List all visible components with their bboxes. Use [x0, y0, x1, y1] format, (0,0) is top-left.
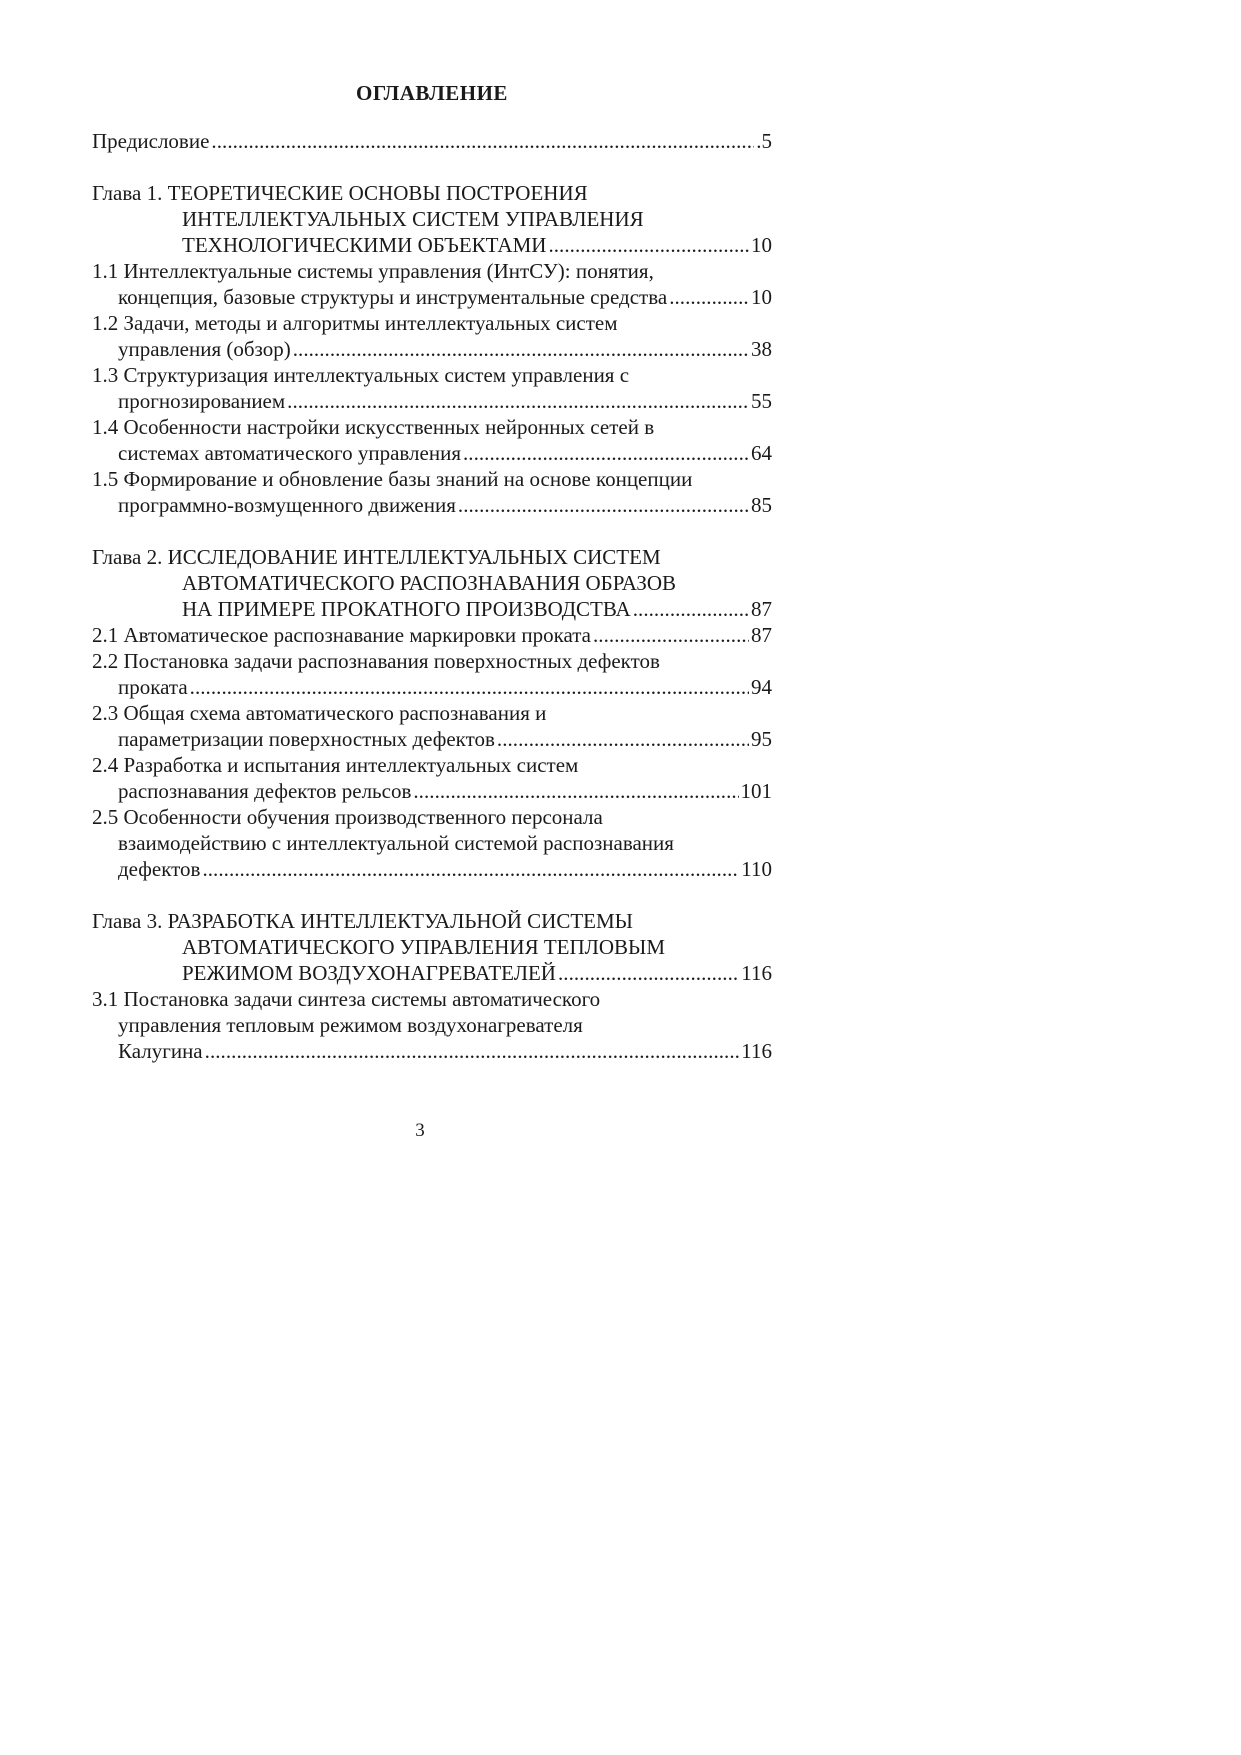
toc-entry-label: прогнозированием	[118, 389, 286, 413]
chapter-heading-line: Глава 1. ТЕОРЕТИЧЕСКИЕ ОСНОВЫ ПОСТРОЕНИЯ	[92, 181, 588, 205]
leader-dots	[548, 232, 749, 258]
toc-entry-label: ТЕХНОЛОГИЧЕСКИМИ ОБЪЕКТАМИ	[182, 233, 547, 257]
chapter-heading-line	[92, 596, 772, 622]
toc-entry-page: 116	[741, 1039, 772, 1063]
toc-item	[92, 258, 772, 310]
chapter-heading-line: Глава 3. РАЗРАБОТКА ИНТЕЛЛЕКТУАЛЬНОЙ СИСТЕМЫ	[92, 909, 633, 933]
page-number: 3	[415, 1120, 425, 1141]
toc-item-line: 2.4 Разработка и испытания интеллектуальных систем	[92, 753, 579, 777]
table-of-contents	[92, 80, 772, 1090]
toc-entry-page: 95	[751, 727, 772, 751]
toc-item-line	[92, 726, 772, 752]
leader-dots	[463, 440, 749, 466]
leader-dots	[287, 388, 749, 414]
toc-item	[92, 310, 772, 362]
toc-chapter-2	[92, 544, 772, 882]
toc-entry-page: 101	[740, 779, 772, 803]
chapter-heading-line: ИНТЕЛЛЕКТУАЛЬНЫХ СИСТЕМ УПРАВЛЕНИЯ	[182, 207, 644, 231]
toc-entry-page: 38	[751, 337, 772, 361]
toc-entry-label: 2.1 Автоматическое распознавание маркировки проката	[92, 623, 591, 647]
toc-chapter-1	[92, 180, 772, 518]
leader-dots	[497, 726, 749, 752]
chapter-heading	[92, 544, 772, 622]
toc-item-line	[92, 440, 772, 466]
toc-entry-page: 64	[751, 441, 772, 465]
chapter-heading	[92, 180, 772, 258]
chapter-heading	[92, 908, 772, 986]
toc-item-line: 1.1 Интеллектуальные системы управления (ИнтСУ): понятия,	[92, 259, 654, 283]
toc-chapter-3	[92, 908, 772, 1064]
toc-entry-label: распознавания дефектов рельсов	[118, 779, 412, 803]
toc-item	[92, 986, 772, 1064]
toc-entry-page: 10	[751, 285, 772, 309]
toc-item-line: 2.3 Общая схема автоматического распознавания и	[92, 701, 547, 725]
toc-entry-page: .5	[756, 129, 772, 153]
leader-dots	[669, 284, 749, 310]
toc-item-line: 2.5 Особенности обучения производственного персонала	[92, 805, 603, 829]
toc-entry-preface	[92, 128, 772, 154]
toc-item-line	[92, 336, 772, 362]
leader-dots	[593, 622, 749, 648]
toc-entry-label: концепция, базовые структуры и инструментальные средства	[118, 285, 668, 309]
toc-entry-label: НА ПРИМЕРЕ ПРОКАТНОГО ПРОИЗВОДСТВА	[182, 597, 631, 621]
toc-item	[92, 752, 772, 804]
toc-item-line: 2.2 Постановка задачи распознавания поверхностных дефектов	[92, 649, 660, 673]
toc-item-line: управления тепловым режимом воздухонагревателя	[118, 1013, 583, 1037]
toc-item-line	[92, 622, 772, 648]
chapter-heading-line: АВТОМАТИЧЕСКОГО РАСПОЗНАВАНИЯ ОБРАЗОВ	[182, 571, 677, 595]
toc-item-line	[92, 492, 772, 518]
toc-item	[92, 622, 772, 648]
toc-entry-page: 116	[741, 961, 772, 985]
toc-title: ОГЛАВЛЕНИЕ	[356, 81, 508, 105]
chapter-heading-line	[92, 960, 772, 986]
toc-item-line: 1.4 Особенности настройки искусственных нейронных сетей в	[92, 415, 655, 439]
toc-item	[92, 466, 772, 518]
leader-dots	[458, 492, 749, 518]
leader-dots	[413, 778, 738, 804]
toc-entry-label: системах автоматического управления	[118, 441, 461, 465]
leader-dots	[205, 1038, 740, 1064]
leader-dots	[293, 336, 749, 362]
toc-entry-label: дефектов	[118, 857, 201, 881]
leader-dots	[202, 856, 739, 882]
toc-item-line	[92, 388, 772, 414]
toc-preface-section	[92, 128, 772, 154]
toc-entry-page: 87	[751, 623, 772, 647]
toc-entry-page: 87	[751, 597, 772, 621]
toc-entry-label: РЕЖИМОМ ВОЗДУХОНАГРЕВАТЕЛЕЙ	[182, 961, 556, 985]
chapter-heading-line: АВТОМАТИЧЕСКОГО УПРАВЛЕНИЯ ТЕПЛОВЫМ	[182, 935, 666, 959]
toc-entry-label: программно-возмущенного движения	[118, 493, 456, 517]
toc-item-line	[92, 778, 772, 804]
toc-item-line: взаимодействию с интеллектуальной системой распознавания	[118, 831, 674, 855]
leader-dots	[190, 674, 749, 700]
toc-item-line: 1.5 Формирование и обновление базы знаний на основе концепции	[92, 467, 693, 491]
toc-entry-page: 10	[751, 233, 772, 257]
leader-dots	[558, 960, 739, 986]
toc-item	[92, 362, 772, 414]
toc-item	[92, 648, 772, 700]
toc-entry-page: 85	[751, 493, 772, 517]
toc-item-line	[92, 674, 772, 700]
chapter-heading-line: Глава 2. ИССЛЕДОВАНИЕ ИНТЕЛЛЕКТУАЛЬНЫХ СИСТЕМ	[92, 545, 661, 569]
toc-entry-label: проката	[118, 675, 188, 699]
leader-dots	[211, 128, 754, 154]
toc-entry-label: Предисловие	[92, 129, 210, 153]
toc-item-line: 3.1 Постановка задачи синтеза системы автоматического	[92, 987, 601, 1011]
toc-entry-page: 94	[751, 675, 772, 699]
leader-dots	[633, 596, 749, 622]
toc-item-line	[92, 284, 772, 310]
toc-entry-label: Калугина	[118, 1039, 203, 1063]
chapter-heading-line	[92, 232, 772, 258]
toc-item	[92, 700, 772, 752]
toc-entry-page: 55	[751, 389, 772, 413]
toc-entry-page: 110	[741, 857, 772, 881]
toc-item-line: 1.2 Задачи, методы и алгоритмы интеллектуальных систем	[92, 311, 618, 335]
toc-item	[92, 804, 772, 882]
toc-entry-label: параметризации поверхностных дефектов	[118, 727, 495, 751]
toc-item-line	[92, 1038, 772, 1064]
toc-item-line: 1.3 Структуризация интеллектуальных систем управления с	[92, 363, 630, 387]
toc-item	[92, 414, 772, 466]
toc-entry-label: управления (обзор)	[118, 337, 291, 361]
toc-item-line	[92, 856, 772, 882]
